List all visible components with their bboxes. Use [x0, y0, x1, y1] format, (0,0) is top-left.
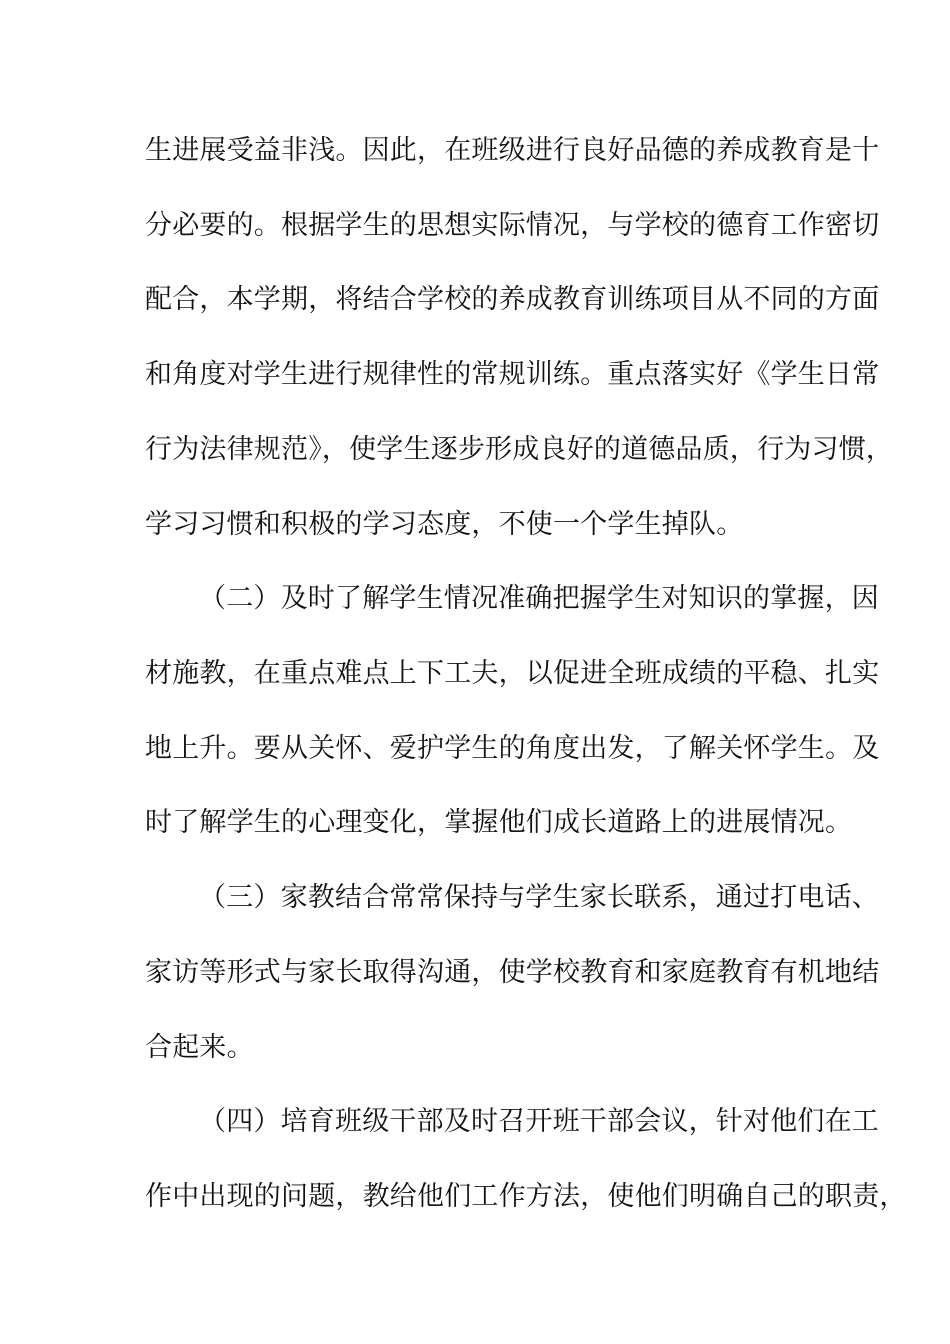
text-line-13: 合起来。	[145, 1032, 254, 1063]
text-line-1: 生进展受益非浅。因此，在班级进行良好品德的养成教育是十	[145, 135, 880, 166]
text-line-15: 作中出现的问题，教给他们工作方法，使他们明确自己的职责，	[145, 1181, 907, 1212]
text-line-8: 材施教，在重点难点上下工夫，以促进全班成绩的平稳、扎实	[145, 658, 880, 689]
text-line-5: 行为法律规范》，使学生逐步形成良好的道德品质，行为习惯，	[145, 434, 894, 465]
text-line-4: 和角度对学生进行规律性的常规训练。重点落实好《学生日常	[145, 359, 880, 390]
text-line-6: 学习习惯和积极的学习态度，不使一个学生掉队。	[145, 509, 744, 540]
text-line-9: 地上升。要从关怀、爱护学生的角度出发，了解关怀学生。及	[145, 733, 880, 764]
paragraph-4-first-line: （四）培育班级干部及时召开班干部会议，针对他们在工	[199, 1106, 879, 1137]
text-line-10: 时了解学生的心理变化，掌握他们成长道路上的进展情况。	[145, 807, 853, 838]
paragraph-2-first-line: （二）及时了解学生情况准确把握学生对知识的掌握，因	[199, 583, 879, 614]
paragraph-3-first-line: （三）家教结合常常保持与学生家长联系，通过打电话、	[199, 882, 879, 913]
text-line-12: 家访等形式与家长取得沟通，使学校教育和家庭教育有机地结	[145, 957, 880, 988]
text-line-3: 配合，本学期，将结合学校的养成教育训练项目从不同的方面	[145, 284, 880, 315]
text-line-2: 分必要的。根据学生的思想实际情况，与学校的德育工作密切	[145, 210, 880, 241]
